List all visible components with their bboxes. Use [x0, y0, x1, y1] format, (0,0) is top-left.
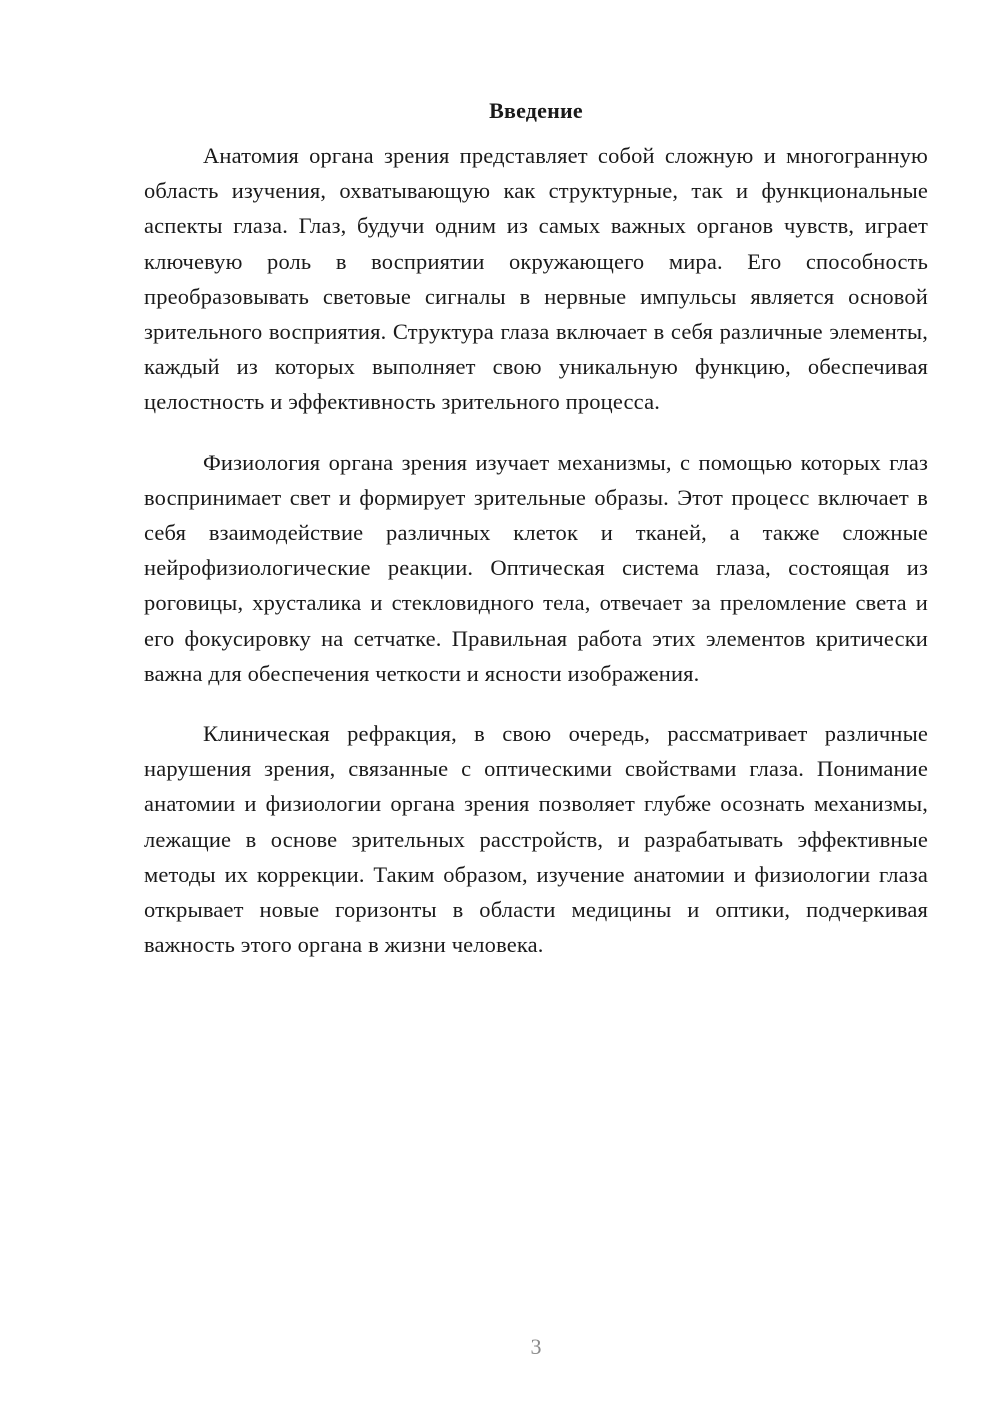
section-heading: Введение — [489, 98, 583, 123]
document-body — [144, 96, 928, 987]
paragraph-clinical-refraction: Клиническая рефракция, в свою очередь, рассматривает различные нарушения зрения, связанные с оптическими свойствами глаза. Понимание анатомии и физиологии органа зрения позволяет глубже осознать механизмы, лежащие в основе зрительных расстройств, и разрабатывать эффективные методы их коррекции. Таким образом, изучение анатомии и физиологии глаза открывает новые горизонты в области медицины и оптики, подчеркивая важность этого органа в жизни человека. — [144, 721, 928, 958]
page-number: 3 — [530, 1334, 542, 1359]
paragraph-anatomy: Анатомия органа зрения представляет собой сложную и многогранную область изучения, охватывающую как структурные, так и функциональные аспекты глаза. Глаз, будучи одним из самых важных органов чувств, играет ключевую роль в восприятии окружающего мира. Его способность преобразовывать световые сигналы в нервные импульсы является основой зрительного восприятия. Структура глаза включает в себя различные элементы, каждый из которых выполняет свою уникальную функцию, обеспечивая целостность и эффективность зрительного процесса. — [144, 143, 928, 415]
paragraph-physiology: Физиология органа зрения изучает механизмы, с помощью которых глаз воспринимает свет и формирует зрительные образы. Этот процесс включает в себя взаимодействие различных клеток и тканей, а также сложные нейрофизиологические реакции. Оптическая система глаза, состоящая из роговицы, хрусталика и стекловидного тела, отвечает за преломление света и его фокусировку на сетчатке. Правильная работа этих элементов критически важна для обеспечения четкости и ясности изображения. — [144, 449, 928, 686]
